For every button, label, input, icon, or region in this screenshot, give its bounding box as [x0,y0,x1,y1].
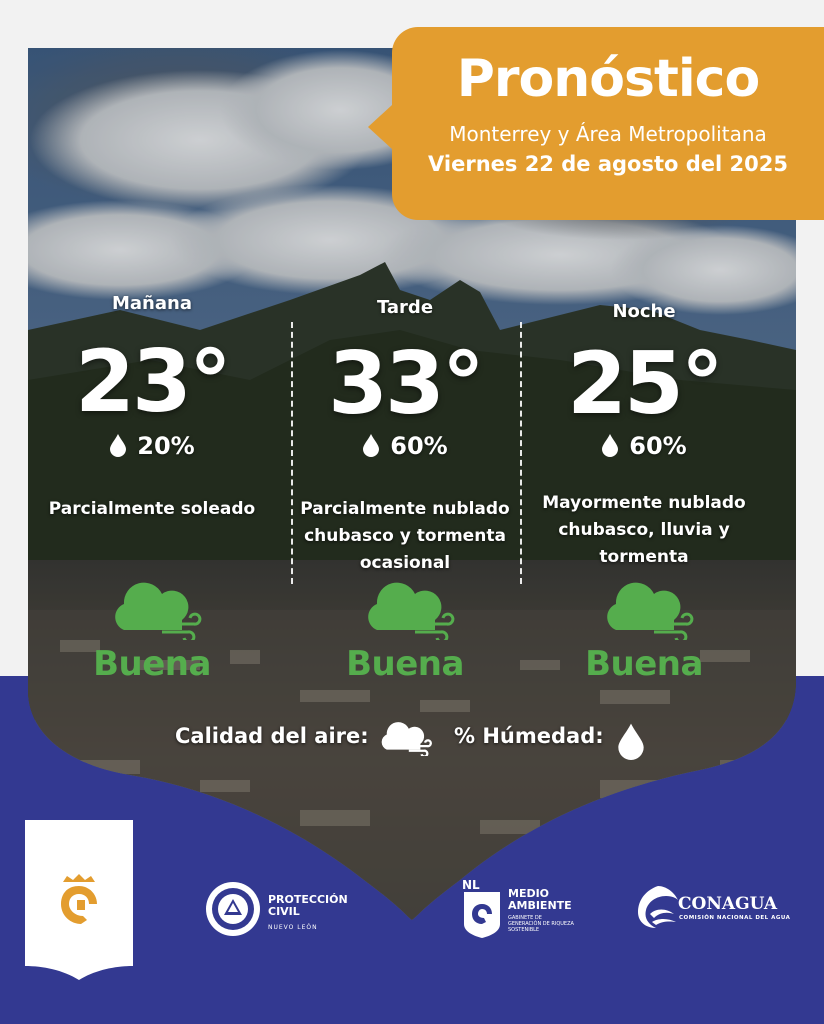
description-line: chubasco y tormenta [304,526,506,546]
description-line: Mayormente nublado [542,493,746,513]
logo-line: AMBIENTE [508,899,572,912]
page-title: Pronóstico [456,49,760,109]
period-label: Noche [612,301,676,322]
description-line: Parcialmente soleado [48,499,256,519]
logo-prefix: NL [462,878,480,892]
air-quality-value: Buena [346,644,464,684]
description-line: chubasco, lluvia y [558,520,730,540]
air-quality-value: Buena [585,644,703,684]
logo-small-text: GABINETE DE GENERACIÓN DE RIQUEZA SOSTENIBLE [508,915,574,933]
rain-chance-value: 60% [390,432,448,460]
state-crest-badge [25,820,133,980]
description-line: ocasional [359,553,451,573]
period-label: Tarde [376,297,434,318]
air-quality-value: Buena [93,644,211,684]
droplet-icon [362,433,380,457]
rain-chance [36,432,268,460]
cloud-wind-icon [102,580,202,640]
water-wave-icon [636,884,680,930]
droplet-icon [601,433,619,457]
conagua-subtitle: COMISIÓN NACIONAL DEL AGUA [679,915,791,921]
temperature: 25° [567,334,721,434]
period-label: Mañana [112,293,192,314]
region-subtitle: Monterrey y Área Metropolitana [449,122,767,146]
civil-protection-emblem-icon [204,880,262,938]
rain-chance [524,432,764,460]
air-quality-icon [36,580,268,644]
proteccion-civil-logo [204,880,384,940]
conagua-name: CONAGUA [678,894,778,914]
header-banner [392,27,824,220]
air-quality-icon [524,580,764,644]
logo-line: PROTECCIÓN [268,893,348,906]
logo-line: CIVIL [268,905,300,918]
rain-chance-value: 20% [137,432,195,460]
weather-description [36,496,268,523]
medio-ambiente-logo [462,878,582,940]
air-quality-legend-label: Calidad del aire: [175,724,369,748]
weather-description [524,490,764,571]
cloud-wind-icon [355,580,455,640]
droplet-icon [616,722,646,760]
logo-line: NUEVO LEÓN [268,924,318,931]
conagua-logo [636,884,806,934]
shield-icon [462,892,502,938]
rain-chance [286,432,524,460]
description-line: tormenta [599,547,689,567]
description-line: Parcialmente nublado [300,499,510,519]
logo-line: MEDIO [508,887,550,900]
air-quality-icon [286,580,524,644]
cloud-wind-icon [374,720,432,756]
forecast-date: Viernes 22 de agosto del 2025 [428,152,788,176]
humidity-legend-label: % Húmedad: [454,724,604,748]
weather-description [286,496,524,577]
temperature: 23° [75,332,229,432]
droplet-icon [109,433,127,457]
legend [0,718,824,762]
rain-chance-value: 60% [629,432,687,460]
cloud-wind-icon [594,580,694,640]
temperature: 33° [328,334,482,434]
